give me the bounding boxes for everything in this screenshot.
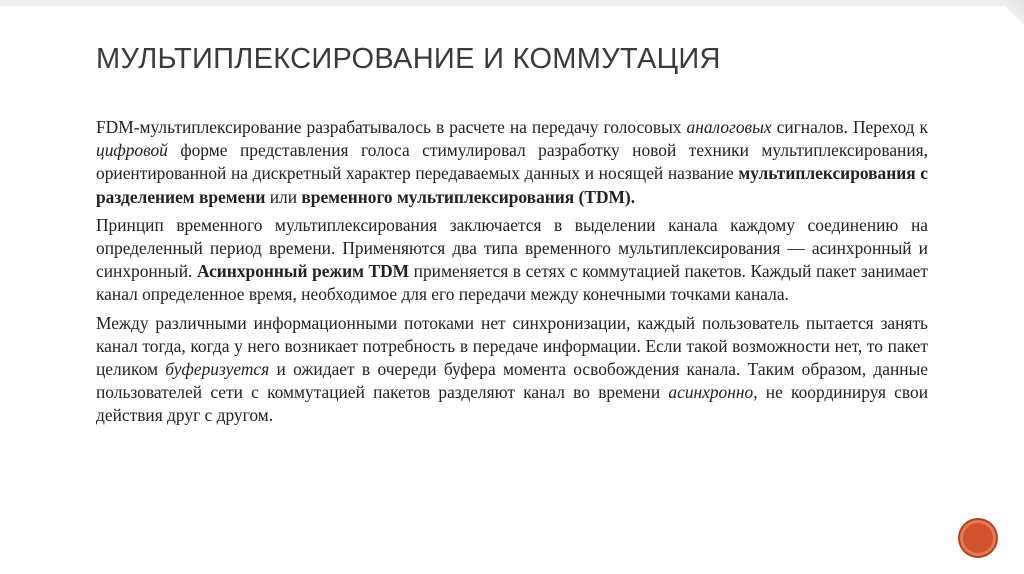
p1-text-1: FDM-мультиплексирование разрабатывалось в расчете на передачу голосовых — [96, 117, 687, 137]
p1-bold-term-1: мультиплексирования с разделением времени — [96, 163, 929, 207]
slide-title: МУЛЬТИПЛЕКСИРОВАНИЕ И КОММУТАЦИЯ — [96, 43, 721, 75]
top-rule — [0, 0, 1024, 6]
paragraph-2 — [96, 214, 928, 307]
p2-text-2: применяется в сетях с коммутацией пакетов. Каждый пакет занимает канал определенное время, необходимое для его передачи между конечными точками канала. — [96, 261, 928, 305]
p3-text-1: Между различными информационными потоками нет синхронизации, каждый пользователь пытается занять канал тогда, когда у него возникает потребность в передаче информации. Если такой возможности нет, то пакет целиком — [96, 312, 928, 380]
p2-text-1: Принцип временного мультиплексирования заключается в выделении канала каждому соединению на определенный период времени. Применяются два типа временного мультиплексирования — асинхронный и синхронный. — [96, 214, 928, 282]
p3-text-3: , не координируя свои действия друг с другом. — [96, 382, 928, 426]
p1-text-2: сигналов. Переход к — [771, 117, 928, 137]
p1-italic-analog: аналоговых — [686, 117, 772, 137]
p3-text-2: и ожидает в очереди буфера момента освобождения канала. Таким образом, данные пользователей сети с коммутацией пакетов разделяют канал во времени — [96, 359, 928, 403]
slide-body — [96, 116, 928, 433]
p1-bold-term-2: временного мультиплексирования (TDM). — [301, 186, 636, 207]
p3-italic-async: асинхронно — [668, 382, 754, 403]
p2-bold-term: Асинхронный режим TDM — [196, 261, 410, 282]
paragraph-3 — [96, 312, 928, 428]
paragraph-1 — [96, 116, 928, 209]
p1-text-4: или — [265, 186, 302, 207]
red-circle-icon — [960, 520, 996, 556]
corner-decoration — [994, 0, 1024, 24]
p1-italic-digital: цифровой — [96, 140, 168, 161]
p1-text-3: форме представления голоса стимулировал разработку новой техники мультиплексирования, ориентированной на дискретный характер передаваемых данных и носящей название — [96, 140, 928, 184]
p3-italic-buffered: буферизуется — [165, 359, 270, 380]
